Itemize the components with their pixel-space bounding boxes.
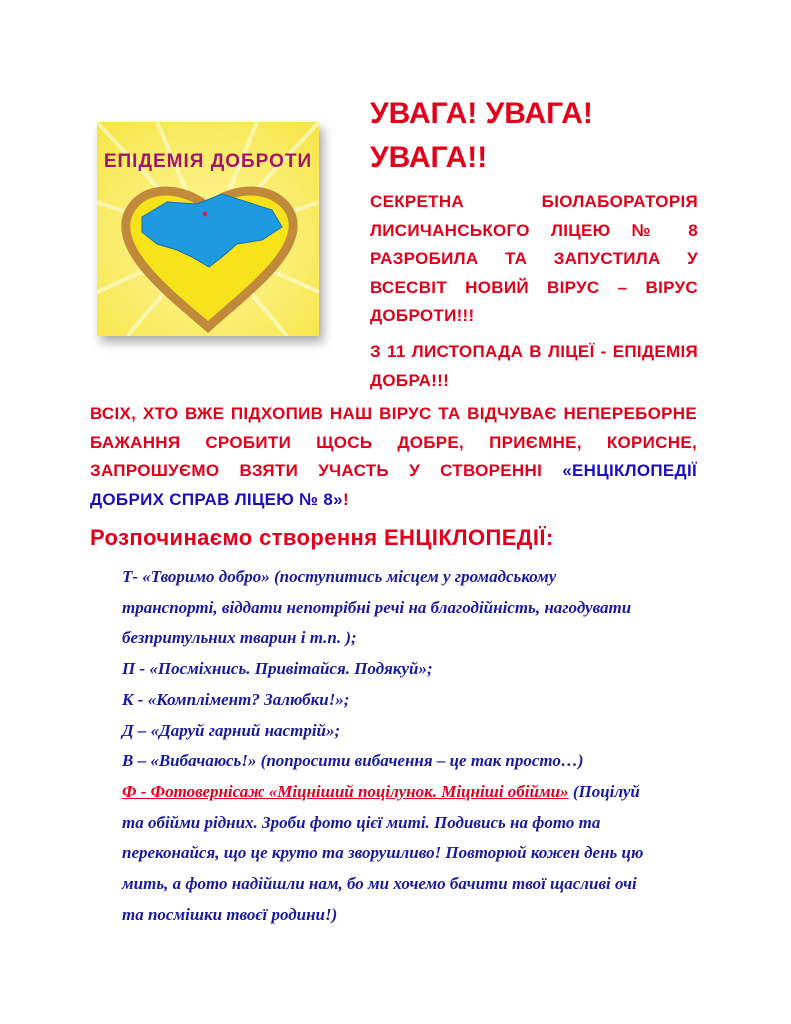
- photo-vernissage-title: Ф - Фотовернісаж «Міцніший поцілунок. Міцніші обійми»: [122, 781, 569, 801]
- invite-end: !: [342, 489, 349, 509]
- photo-text-line: переконайся, що це круто та зворушливо! Повторюй кожен день цю: [122, 843, 644, 863]
- list-item: транспорті, віддати непотрібні речі на благодійність, нагодувати: [122, 597, 632, 617]
- photo-text: (Поцілуй: [568, 781, 640, 801]
- svg-text:ЕПІДЕМІЯ ДОБРОТИ: ЕПІДЕМІЯ ДОБРОТИ: [103, 151, 313, 172]
- page-title: УВАГА! УВАГА! УВАГА!!: [370, 97, 593, 174]
- epidemic-of-kindness-logo: [97, 122, 319, 336]
- date-paragraph: З 11 ЛИСТОПАДА В ЛІЦЕЇ - ЕПІДЕМІЯ ДОБРА!!!: [370, 342, 698, 390]
- list-item: безпритульних тварин і т.п. );: [122, 628, 357, 648]
- list-item: К - «Комплімент? Залюбки!»;: [122, 689, 350, 709]
- list-item: Д – «Даруй гарний настрій»;: [122, 720, 341, 740]
- list-item: Т- «Творимо добро» (поступитись місцем у громадському: [122, 567, 557, 586]
- photo-text-line: та обійми рідних. Зроби фото цієї миті. Подивись на фото та: [122, 812, 601, 832]
- section-heading: Розпочинаємо створення ЕНЦІКЛОПЕДІЇ:: [90, 525, 554, 550]
- list-item-photo: [122, 777, 692, 808]
- photo-text-line: мить, а фото надійшли нам, бо ми хочемо бачити твої щасливі очі: [122, 874, 637, 894]
- list-item: П - «Посміхнись. Привітайся. Подякуй»;: [122, 659, 433, 679]
- invite-text: ВСІХ, ХТО ВЖЕ ПІДХОПИВ НАШ ВІРУС ТА ВІДЧУВАЄ НЕПЕРЕБОРНЕ БАЖАННЯ СРОБИТИ ЩОСЬ ДОБРЕ, ПРИЄМНЕ, КОРИСНЕ, ЗАПРОШУЄМО ВЗЯТИ УЧАСТЬ У СТВОРЕННІ: [90, 404, 697, 480]
- encyclopedia-list: [122, 562, 692, 930]
- list-item: В – «Вибачаюсь!» (попросити вибачення – це так просто…): [122, 751, 584, 771]
- photo-text-line: та посмішки твоєї родини!): [122, 904, 338, 924]
- intro-paragraph: СЕКРЕТНА БІОЛАБОРАТОРІЯ ЛИСИЧАНСЬКОГО ЛІЦЕЮ № 8 РАЗРОБИЛА ТА ЗАПУСТИЛА У ВСЕСВІТ НОВИЙ ВІРУС – ВІРУС ДОБРОТИ!!!: [370, 192, 698, 325]
- encyclopedia-title: «ЕНЦІКЛОПЕДІЇ ДОБРИХ СПРАВ ЛІЦЕЮ № 8»: [90, 461, 697, 509]
- invite-paragraph: [90, 400, 697, 514]
